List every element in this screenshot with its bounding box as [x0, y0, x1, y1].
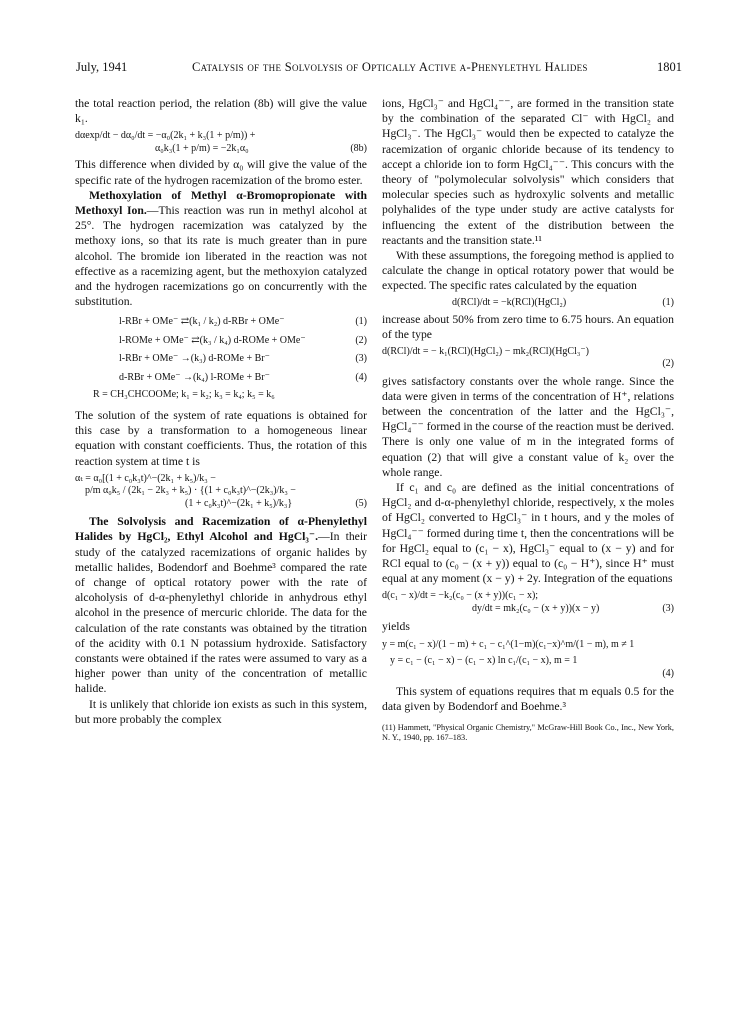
header-date: July, 1941 [76, 60, 128, 74]
paragraph: increase about 50% from zero time to 6.75 hours. An equation of the type [382, 313, 674, 342]
reaction-1: l-RBr + OMe⁻ ⇄(k₁ / k₂) d-RBr + OMe⁻ [119, 316, 285, 328]
paragraph: The solution of the system of rate equations is obtained for this case by a transformation to a homogeneous linear equation with constant coefficients. Thus, the rotation of this reaction system at time t is [75, 408, 367, 468]
equation-number: (3) [662, 602, 674, 614]
equation-1 [382, 297, 674, 310]
reaction-2: l-ROMe + OMe⁻ ⇄(k₃ / k₄) d-ROMe + OMe⁻ [119, 334, 306, 346]
paragraph: yields [382, 620, 410, 634]
equation-line: dαexp/dt − dα₀/dt = −α₀(2k₁ + k₃(1 + p/m)) + [75, 130, 256, 142]
equation-4 [382, 639, 674, 681]
header-title: Catalysis of the Solvolysis of Optically Active α-Phenylethyl Halides [192, 60, 588, 74]
paragraph: This difference when divided by α₀ will give the value of the specific rate of the hydrogen racemization of the bromo ester. [75, 158, 367, 187]
left-column [75, 96, 367, 727]
equation-line: d(c₁ − x)/dt = −k₂(c₀ − (x + y))(c₁ − x); [382, 590, 539, 602]
equation-2 [382, 346, 674, 371]
paragraph: the total reaction period, the relation (8b) will give the value k₁. [75, 97, 367, 126]
equation-number: (4) [355, 371, 367, 383]
equation-line: y = c₁ − (c₁ − x) − (c₁ − x) ln c₁/(c₁ − x), m = 1 [390, 655, 578, 667]
equation-number: (3) [355, 353, 367, 365]
paragraph: gives satisfactory constants over the whole range. Since the data were given in terms of the concentration of H⁺, relations between the concentration of the latter and the HgCl₃⁻, HgCl₄⁻⁻ formed in the course of the reaction must be derived. There is only one value of m in the integrated forms of equation (2) that will give a constant value of k₂ over the whole range. [382, 374, 674, 479]
paragraph: It is unlikely that chloride ion exists as such in this system, but more probably the complex [75, 697, 367, 726]
equation-number: (2) [662, 358, 674, 370]
section-heading: The Solvolysis and Racemization of α-Phenylethyl Halides by HgCl₂, Ethyl Alcohol and HgCl₃⁻. [75, 515, 367, 544]
equation-line: d(RCl)/dt = −k(RCl)(HgCl₂) [452, 296, 567, 308]
equation-line: y = m(c₁ − x)/(1 − m) + c₁ − c₁^(1−m)(c₁−x)^m/(1 − m), m ≠ 1 [382, 638, 635, 650]
equation-number: (4) [662, 667, 674, 679]
equation-number: (1) [662, 296, 674, 308]
reaction-3: l-RBr + OMe⁻ →(k₃) d-ROMe + Br⁻ [119, 353, 270, 365]
equation-line: p/m α₀k₅ / (2k₁ − 2k₃ + k₅) · {(1 + c₀k₃t)^−(2k₃)/k₃ − [85, 485, 296, 497]
equation-line: α₀k₃(1 + p/m) = −2k₁α₀ [155, 142, 249, 154]
section-heading: Methoxylation of Methyl α-Bromopropionate with Methoxyl Ion. [75, 188, 367, 218]
reaction-scheme [75, 313, 367, 402]
reaction-4: d-RBr + OMe⁻ →(k₄) l-ROMe + Br⁻ [119, 371, 270, 383]
paragraph: —This reaction was run in methyl alcohol at 25°. The hydrogen racemization was catalyzed by the methoxy ions, so that its rate is much greater than in pure alcohol. The bromide ion liberated in the reaction was not effective as a racemizing agent, but the methoxyion catalyzed and the hydrogen racemizations go on concurrently with the substitution. [75, 204, 368, 309]
paragraph: This system of equations requires that m equals 0.5 for the data given by Bodendorf and Boehme.³ [382, 685, 674, 714]
equation-number: (1) [355, 316, 367, 328]
paragraph: If c₁ and c₀ are defined as the initial concentrations of HgCl₂ and d-α-phenylethyl chloride, respectively, x the moles of HgCl₂ converted to HgCl₃⁻ in t hours, and y the moles of HgCl₄⁻⁻ formed during time t, then the concentrations will be for HgCl₂ equal to (c₁ − x), HgCl₃⁻ equal to (x − y) and for RCl equal to (c₀ − (x + y)) equal to (c₀ − H⁺), since H⁺ must equal at any moment (x − y) + 2y. Integration of the equations [382, 480, 674, 586]
equation-5 [75, 473, 367, 511]
paragraph: ions, HgCl₃⁻ and HgCl₄⁻⁻, are formed in the transition state by the combination of the separated Cl⁻ with HgCl₂ and HgCl₃⁻. The HgCl₃⁻ would then be expected to catalyze the racemization of organic chloride because of its tendency to accept a chloride ion to form HgCl₄⁻⁻. This concurs with the theory of "polymolecular solvolysis" which considers that molecular species such as hydroxylic solvents and metallic polyhalides of the type under study are active catalysts for influencing the extent of the distribution between the reactants and the transition state.¹¹ [382, 97, 674, 247]
paragraph: With these assumptions, the foregoing method is applied to calculate the change in optical rotatory power that would be expected. The specific rates calculated by the equation [382, 249, 674, 293]
footnote: (11) Hammett, "Physical Organic Chemistry," McGraw-Hill Book Co., Inc., New York, N. Y., 1940, pp. 167–183. [382, 722, 674, 742]
right-column [382, 96, 674, 744]
equation-line: (1 + c₀k₃t)^−(2k₁ + k₅)/k₃} [185, 497, 293, 509]
equation-3 [382, 590, 674, 615]
equation-number: (8b) [350, 142, 367, 154]
running-header [76, 60, 682, 78]
reaction-definitions: R = CH₃CHCOOMe; k₁ = k₂; k₃ = k₄; k₅ = k₆ [93, 389, 275, 401]
equation-8b [75, 130, 367, 155]
equation-number: (2) [355, 334, 367, 346]
paragraph: —In their study of the catalyzed racemizations of organic halides by metallic halides, Bodendorf and Boehme³ compared the rate of change of optical rotatory power with the rate of alcoholysis of d-α-phenylethyl chloride in anhydrous ethyl alcohol in the presence of mercuric chloride. The data for the calculation of the rate constants was obtained by the titration of the acidity with 0.1 N potassium hydroxide. Satisfactory constants were obtained if the rates were assumed to vary as a higher power than unity of the concentration of metallic halide. [75, 530, 367, 696]
equation-number: (5) [355, 497, 367, 509]
equation-line: αₜ = α₀[(1 + c₀k₃t)^−(2k₁ + k₅)/k₃ − [75, 472, 216, 484]
equation-line: d(RCl)/dt = − k₁(RCl)(HgCl₂) − mk₂(RCl)(HgCl₃⁻) [382, 345, 589, 357]
page-number: 1801 [657, 60, 682, 74]
equation-line: dy/dt = mk₂(c₀ − (x + y))(x − y) [472, 602, 600, 614]
